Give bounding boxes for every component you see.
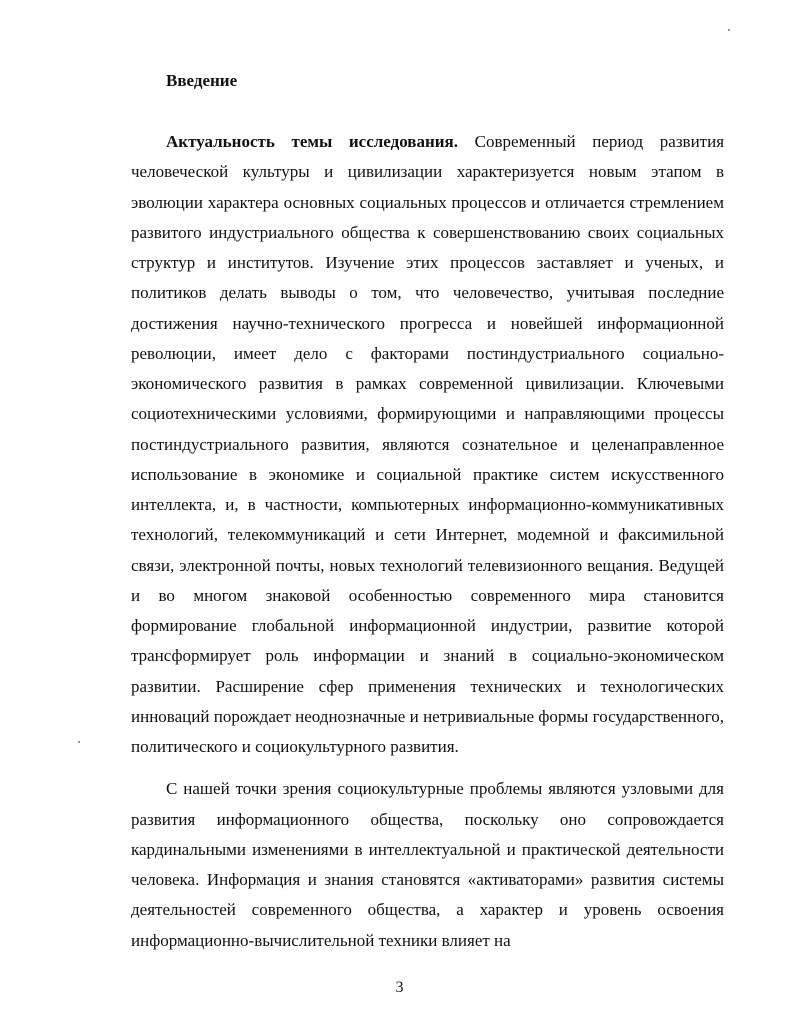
- paragraph-text: С нашей точки зрения социокультурные проблемы являются узловыми для развития информационного общества, поскольку оно сопровождается кардинальными изменениями в интеллектуальной и практической деятельности человека. Информация и знания становятся «активаторами» развития системы деятельностей современного общества, а характер и уровень освоения информационно-вычислительной техники влияет на: [131, 779, 724, 950]
- body-text: [131, 127, 724, 956]
- paragraph-lead: Актуальность темы исследования.: [166, 132, 459, 151]
- section-heading: Введение: [166, 71, 238, 90]
- paragraph-text: Современный период развития человеческой культуры и цивилизации характеризуется новым этапом в эволюции характера основных социальных процессов и отличается стремлением развитого индустриального общества к совершенствованию своих социальных структур и институтов. Изучение этих процессов заставляет и ученых, и политиков делать выводы о том, что человечество, учитывая последние достижения научно-технического прогресса и новейшей информационной революции, имеет дело с факторами постиндустриального социально-экономического развития в рамках современной цивилизации. Ключевыми социотехническими условиями, формирующими и направляющими процессы постиндустриального развития, являются сознательное и целенаправленное использование в экономике и социальной практике систем искусственного интеллекта, и, в частности, компьютерных информационно-коммуникативных технологий, телекоммуникаций и сети Интернет, модемной и факсимильной связи, электронной почты, новых технологий телевизионного вещания. Ведущей и во многом знаковой особенностью современного мира становится формирование глобальной информационной индустрии, развитие которой трансформирует роль информации и знаний в социально-экономическом развитии. Расширение сфер применения технических и технологических инноваций порождает неоднозначные и нетривиальные формы государственного, политического и социокультурного развития.: [131, 132, 725, 756]
- page-number: 3: [395, 979, 404, 996]
- paragraph-2: [131, 774, 724, 956]
- scan-speck: [728, 29, 730, 31]
- paragraph-1: [131, 127, 724, 762]
- scan-speck: [78, 741, 80, 743]
